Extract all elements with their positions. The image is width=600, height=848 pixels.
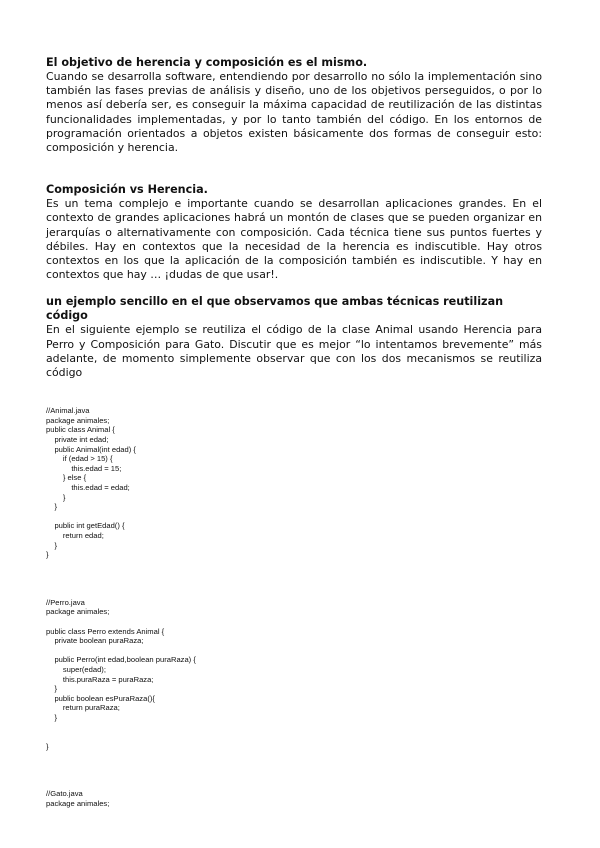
section-heading-composicion-vs-herencia: Composición vs Herencia. [46,183,208,197]
section-heading-objetivo: El objetivo de herencia y composición es el mismo. [46,56,368,69]
code-block-perro: //Perro.java package animales; public class Perro extends Animal { private boolean puraRaza; public Perro(int edad,boolean puraRaza) { super(edad); this.puraRaza = puraRaza; } public boolean esPuraRaza(){ return puraRaza; } } [46,597,196,751]
spacer [46,282,542,295]
section-body-objetivo: Cuando se desarrolla software, entendiendo por desarrollo no sólo la implementación sino también las fases previas de análisis y diseño, uno de los objetivos perseguidos, o por lo menos así debería ser, es conseguir la máxima capacidad de reutilización de las distintas funcionalidades implementadas, y por lo tanto también del código. En los entornos de programación orientados a objetos existen básicamente dos formas de conseguir esto: composición y herencia. [46,70,542,155]
section-body-ejemplo: En el siguiente ejemplo se reutiliza el código de la clase Animal usando Herencia para Perro y Composición para Gato. Discutir que es mejor “lo intentamos brevemente” más adelante, de momento simplemente observar que con los dos mecanismos se reutiliza código [46,323,542,380]
spacer [46,380,542,406]
spacer [46,155,542,183]
spacer [46,751,542,789]
document-page [46,56,542,808]
code-block-animal: //Animal.java package animales; public class Animal { private int edad; public Animal(int edad) { if (edad > 15) { this.edad = 15; } else { this.edad = edad; } } public int getEdad() { return edad; } } [46,406,136,560]
spacer [46,560,542,598]
code-block-gato: //Gato.java package animales; [46,789,110,808]
section-heading-ejemplo: un ejemplo sencillo en el que observamos que ambas técnicas reutilizan código [46,295,504,323]
section-body-composicion-vs-herencia: Es un tema complejo e importante cuando se desarrollan aplicaciones grandes. En el contexto de grandes aplicaciones habrá un montón de clases que se pueden organizar en jerarquías o alternativamente con composición. Cada técnica tiene sus puntos fuertes y débiles. Hay en contextos que la necesidad de la herencia es indiscutible. Hay otros contextos en los que la aplicación de la composición también es indiscutible. Y hay en contextos que hay … ¡dudas de que usar!. [46,197,542,282]
